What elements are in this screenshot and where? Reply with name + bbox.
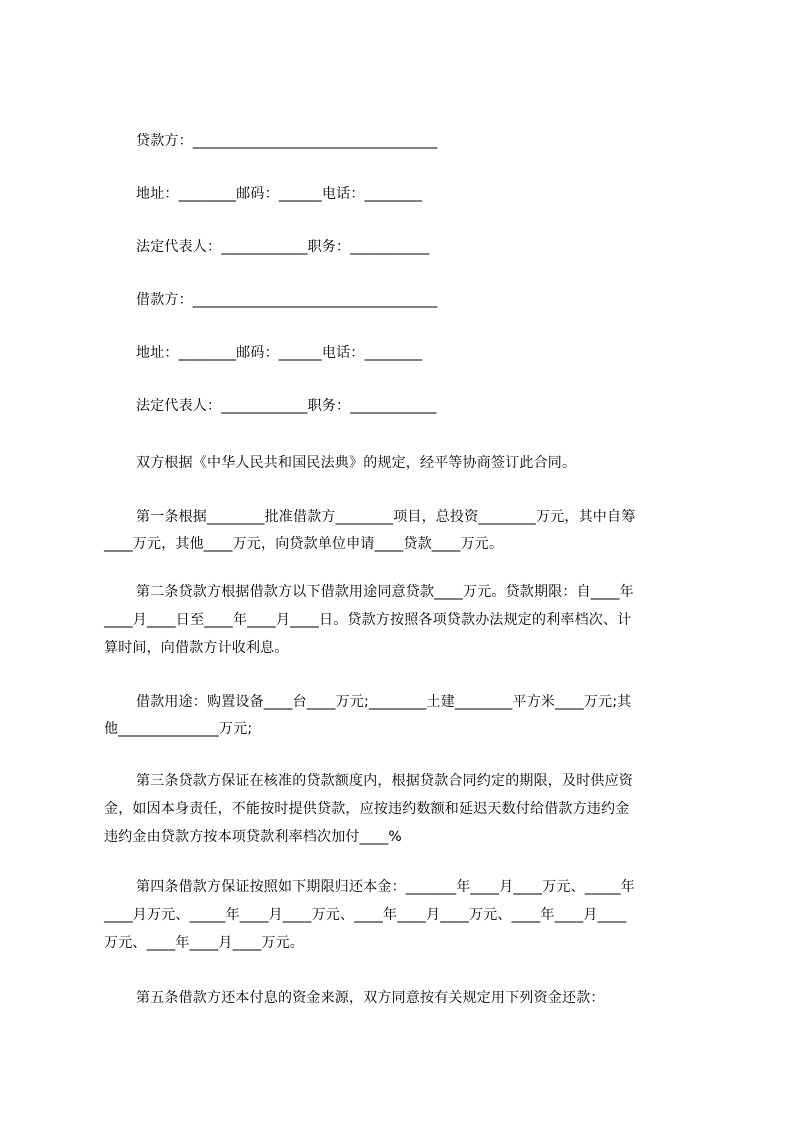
article-3-line-2: 金，如因本身责任，不能按时提供贷款，应按违约数额和延迟天数付给借款方违约金 [104, 801, 630, 817]
loan-purpose-line-1: 借款用途：购置设备____台____万元;________土建________平方米____万元;其 [136, 694, 632, 710]
article-5-line-1: 第五条借款方还本付息的资金来源，双方同意按有关规定用下列资金还款： [136, 990, 605, 1006]
article-3-line-3: 违约金由贷款方按本项贷款利率档次加付____% [104, 829, 402, 845]
borrower-address-line: 地址：________邮码：______电话：________ [136, 345, 423, 361]
lender-legal-rep-line: 法定代表人：____________职务：___________ [136, 239, 430, 255]
article-1-line-2: ____万元，其他____万元，向贷款单位申请____贷款____万元。 [104, 536, 504, 552]
article-4-line-3: 万元、____年____月____万元。 [104, 935, 304, 951]
article-4-line-1: 第四条借款方保证按照如下期限归还本金：_______年____月____万元、_____年 [136, 879, 635, 895]
article-2-line-1: 第二条贷款方根据借款方以下借款用途同意贷款____万元。贷款期限：自____年 [136, 584, 634, 600]
loan-purpose-line-2: 他______________万元; [104, 721, 253, 737]
article-4-line-2: ____月万元、_____年____月____万元、____年____月____万元、____年____月____ [104, 907, 627, 923]
article-1-line-1: 第一条根据________批准借款方________项目，总投资________万元，其中自筹 [136, 509, 636, 525]
preamble-paragraph: 双方根据《中华人民共和国民法典》的规定，经平等协商签订此合同。 [136, 455, 577, 471]
lender-address-line: 地址：________邮码：______电话：________ [136, 186, 423, 202]
lender-name-line: 贷款方：__________________________________ [136, 133, 438, 149]
article-2-line-2: ____月____日至____年____月____日。贷款方按照各项贷款办法规定的利率档次、计 [104, 612, 632, 628]
article-2-line-3: 算时间，向借款方计收利息。 [104, 640, 289, 656]
borrower-name-line: 借款方：__________________________________ [136, 292, 438, 308]
borrower-legal-rep-line: 法定代表人：____________职务：____________ [136, 398, 437, 414]
article-3-line-1: 第三条贷款方保证在核准的贷款额度内，根据贷款合同约定的期限，及时供应资 [136, 773, 633, 789]
